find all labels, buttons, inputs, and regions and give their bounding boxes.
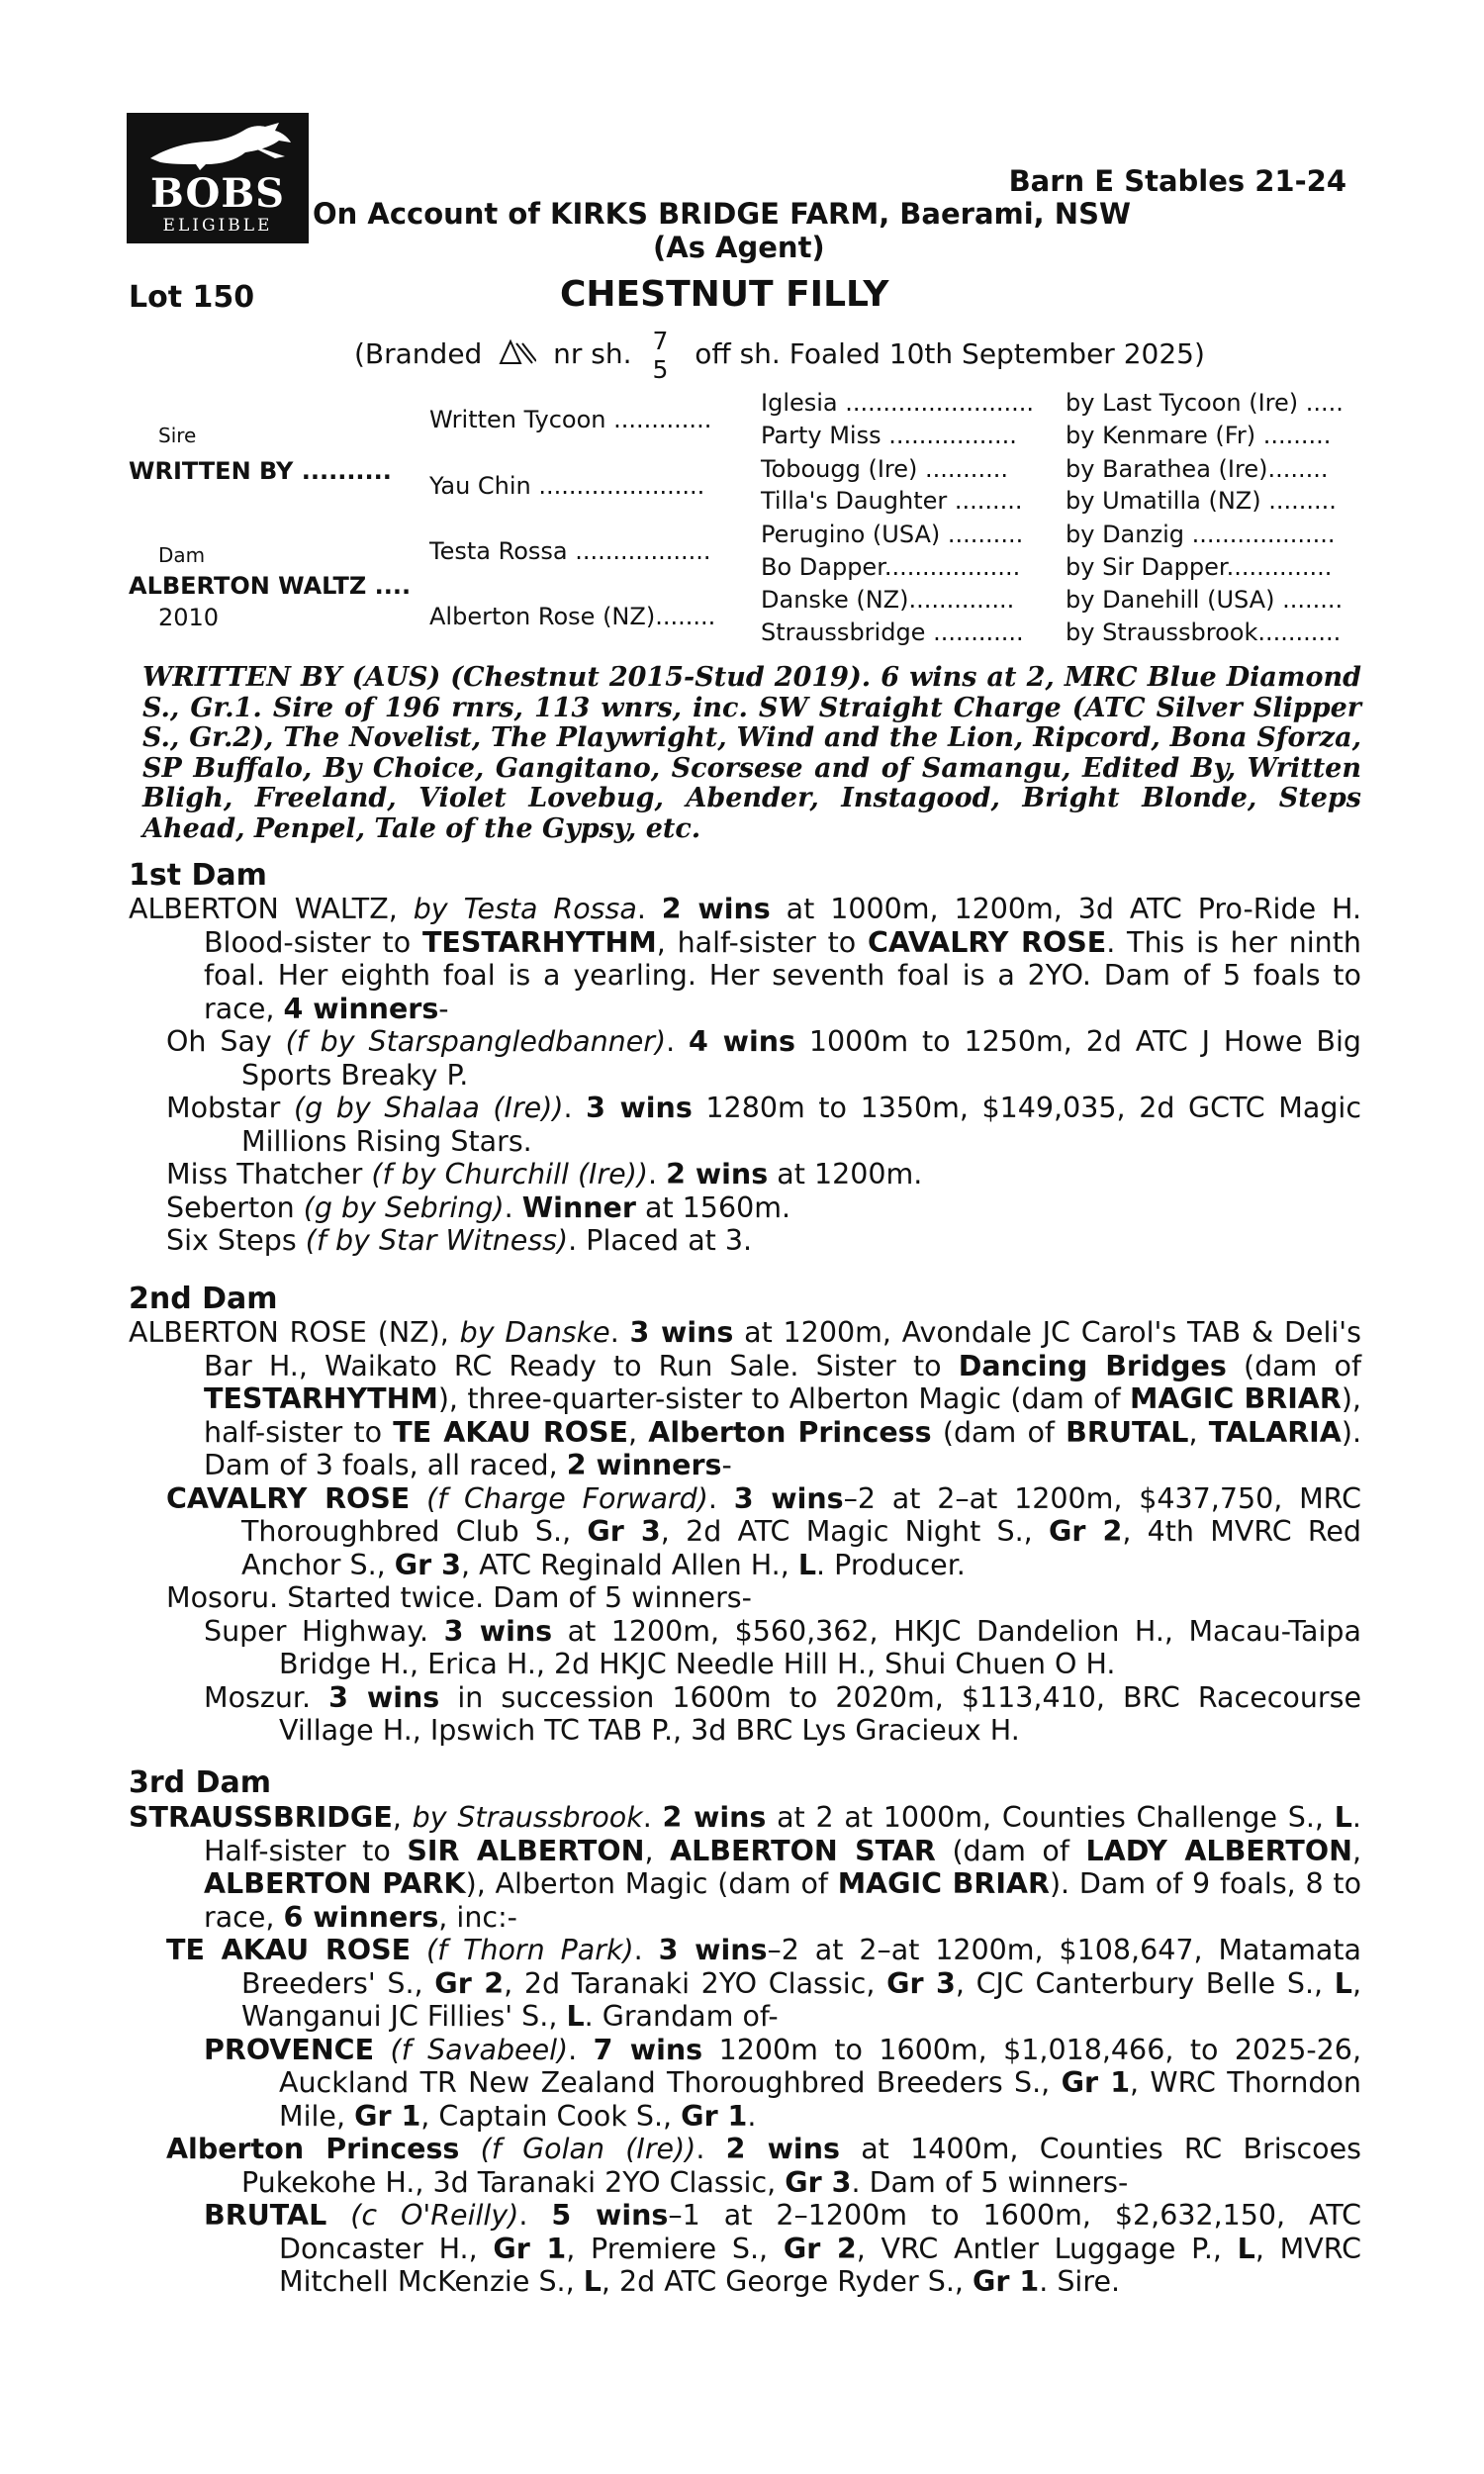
pedigree-entry (166, 1581, 1361, 1615)
bold-text: TESTARHYTHM (421, 925, 657, 959)
entry-text: . (518, 2199, 552, 2232)
sire-name: WRITTEN BY .......... (129, 457, 392, 485)
entry-text: . Dam of 5 winners- (851, 2165, 1129, 2199)
italic-text: (f by Star Witness) (305, 1224, 569, 1257)
sire-summary: WRITTEN BY (AUS) (Chestnut 2015-Stud 2019). 6 wins at 2, MRC Blue Diamond S., Gr.1. Sire of 196 rnrs, 113 wnrs, inc. SW Straight Charge (ATC Silver Slipper S., Gr.2), The Novelist, The Playwright, Wind and the Lion, Ripcord, Bona Sforza, SP Buffalo, By Choice, Gangitano, Scorsese and of Samangu, Edited By, Written Bligh, Freeland, Violet Lovebug, Abender, Instagood, Bright Blonde, Steps Ahead, Penpel, Tale of the Gypsy, etc. (142, 662, 1361, 844)
entry-text: 1280m to 1350m, $149,035, 2d GCTC Magic Millions Rising Stars. (241, 1092, 1362, 1158)
entry-text: , CJC Canterbury Belle S., (955, 1966, 1335, 2000)
pedigree-entry (129, 1316, 1361, 1482)
bold-text: Alberton Princess (166, 2133, 460, 2165)
entry-text: , Captain Cook S., (420, 2099, 682, 2133)
entry-text: ). Dam of 3 foals, all raced, (204, 1415, 1362, 1481)
bold-text: 3 wins (328, 1680, 440, 1714)
entry-text: , 2d Taranaki 2YO Classic, (504, 1966, 887, 2000)
entry-text: , (1188, 1415, 1209, 1449)
ancestor-sire-7: by Danehill (USA) ........ (1066, 586, 1344, 614)
ancestor-sire-3: by Barathea (Ire)........ (1066, 455, 1329, 483)
italic-text: (f Charge Forward) (426, 1481, 708, 1515)
entry-text: Super Highway. (204, 1614, 444, 1648)
bold-text: 3 wins (733, 1481, 844, 1515)
bold-text: LADY ALBERTON (1085, 1834, 1352, 1867)
entry-text: . (642, 1801, 663, 1834)
pedigree-entry (129, 1801, 1361, 1934)
entry-text: Six Steps (166, 1224, 306, 1257)
bold-text: 4 winners (283, 992, 439, 1025)
entry-text: ), three-quarter-sister to Alberton Magic (dam of (437, 1382, 1130, 1415)
bold-text: 3 wins (658, 1934, 768, 1966)
entry-text: at 1400m, Counties RC Briscoes Pukekohe H., 3d Taranaki 2YO Classic, (241, 2133, 1361, 2199)
entry-text: –1 at 2–1200m to 1600m, $2,632,150, ATC Doncaster H., (279, 2199, 1361, 2265)
bold-text: Gr 2 (783, 2232, 857, 2265)
barn-location: Barn E Stables 21-24 (1008, 164, 1346, 198)
ancestor-name-5: Perugino (USA) .......... (761, 521, 1024, 548)
entry-text: Seberton (166, 1190, 304, 1224)
bold-text: BRUTAL (204, 2199, 327, 2232)
bold-text: ALBERTON STAR (670, 1834, 936, 1867)
bold-text: 2 wins (725, 2133, 840, 2165)
ancestor-sire-6: by Sir Dapper.............. (1066, 553, 1333, 581)
entry-text: at 2 at 1000m, Counties Challenge S., (766, 1801, 1335, 1834)
entry-text: in succession 1600m to 2020m, $113,410, BRC Racecourse Village H., Ipswich TC TAB P., 3d BRC Lys Gracieux H. (279, 1680, 1361, 1747)
entry-text: . Sire. (1039, 2265, 1121, 2298)
bold-text: ALBERTON PARK (204, 1867, 466, 1900)
entry-text: ), half-sister to (204, 1382, 1361, 1449)
ancestor-name-3: Tobougg (Ire) ........... (761, 455, 1008, 483)
entry-text (374, 2034, 390, 2066)
entry-text: . Grandam of- (584, 2000, 779, 2033)
entry-text: . (647, 1158, 667, 1190)
entry-text: 1200m to 1600m, $1,018,466, to 2025-26, Auckland TR New Zealand Thoroughbred Breeders S., (279, 2033, 1361, 2099)
entry-text: ALBERTON WALTZ, (129, 893, 414, 925)
entry-text: , Wanganui JC Fillies' S., (241, 1966, 1361, 2033)
italic-text: (c O'Reilly) (350, 2199, 519, 2232)
entry-text: . (747, 2099, 757, 2133)
italic-text: (f by Starspangledbanner) (285, 1025, 667, 1058)
entry-text: . (609, 1316, 630, 1349)
entry-text: . (707, 1481, 734, 1515)
bold-text: 3 wins (443, 1614, 553, 1648)
entry-text: at 1200m, Avondale JC Carol's TAB & Deli's Bar H., Waikato RC Ready to Run Sale. Sister to (204, 1316, 1361, 1382)
vendor-account: On Account of KIRKS BRIDGE FARM, Baerami, NSW (313, 197, 1131, 231)
entry-text: . Half-sister to (204, 1801, 1361, 1867)
ancestor-name-8: Straussbridge ............ (761, 618, 1024, 646)
bold-text: 5 wins (551, 2199, 669, 2232)
entry-text: at 1560m. (635, 1190, 791, 1224)
entry-text: , (392, 1801, 413, 1834)
ancestor-name-2: Party Miss ................. (761, 422, 1017, 449)
pedigree-entry (166, 1224, 1361, 1258)
entry-text: . This is her ninth foal. Her eighth foal is a yearling. Her seventh foal is a 2YO. Dam of 5 foals to race, (204, 925, 1361, 1025)
bold-text: Gr 1 (354, 2099, 421, 2133)
entry-text: . (633, 1934, 659, 1966)
brand-number (652, 327, 668, 384)
bold-text: CAVALRY ROSE (868, 925, 1107, 959)
entry-text (411, 1934, 426, 1966)
entry-text: (dam of (935, 1834, 1086, 1867)
first-dam-heading: 1st Dam (129, 858, 267, 893)
brand-number-top: 7 (652, 327, 669, 355)
bold-text: 2 wins (661, 893, 771, 925)
ancestor-name-6: Bo Dapper.................. (761, 553, 1021, 581)
italic-text: (f Golan (Ire)) (480, 2133, 696, 2165)
entry-text: 1000m to 1250m, 2d ATC J Howe Big Sports Breaky P. (241, 1025, 1361, 1092)
bold-text: 7 wins (593, 2033, 703, 2066)
ancestor-name-7: Danske (NZ).............. (761, 586, 1015, 614)
entry-text: . (504, 1190, 522, 1224)
entry-text: Mobstar (166, 1092, 294, 1124)
entry-text: Mosoru. Started twice. Dam of 5 winners- (166, 1581, 752, 1614)
pedigree-entry (166, 1191, 1361, 1225)
agent-note: (As Agent) (653, 231, 825, 264)
entry-text: - (721, 1449, 732, 1481)
logo-text-main: BOBS (149, 170, 286, 217)
bold-text: 2 wins (662, 1801, 767, 1834)
ancestor-sire-8: by Straussbrook........... (1066, 618, 1342, 646)
entry-text (410, 1482, 426, 1515)
ancestor-sire-2: by Kenmare (Fr) ......... (1066, 422, 1332, 449)
italic-text: (g by Shalaa (Ire)) (293, 1092, 564, 1124)
brand-mark-icon (497, 337, 536, 374)
bobs-eligible-logo (127, 113, 309, 243)
bold-text: L (583, 2265, 602, 2298)
entry-text: , (628, 1415, 649, 1449)
pedigree-entry (166, 1158, 1361, 1191)
entry-text: . (696, 2133, 726, 2165)
entry-text: (dam of (1226, 1349, 1361, 1382)
bold-text: Alberton Princess (648, 1415, 932, 1449)
pedigree-entry (204, 1615, 1361, 1681)
bold-text: L (797, 1548, 817, 1581)
bold-text: Gr 1 (973, 2265, 1040, 2298)
bold-text: BRUTAL (1066, 1415, 1189, 1449)
entry-text: . (666, 1025, 690, 1058)
bold-text: L (566, 2000, 585, 2033)
entry-text: . Producer. (816, 1548, 966, 1581)
entry-text: Miss Thatcher (166, 1158, 372, 1190)
bold-text: 6 winners (283, 1900, 439, 1934)
second-dam-section (129, 1316, 1361, 1748)
ancestor-name-4: Tilla's Daughter ......... (761, 487, 1023, 515)
bold-text: L (1237, 2232, 1255, 2265)
first-dam-section (129, 893, 1361, 1258)
dam-year: 2010 (158, 604, 220, 631)
bold-text: Winner (521, 1190, 636, 1224)
bold-text: 2 winners (566, 1449, 722, 1481)
bold-text: Gr 1 (493, 2232, 567, 2265)
ancestor-sire-4: by Umatilla (NZ) ......... (1066, 487, 1337, 515)
bold-text: Gr 1 (681, 2099, 748, 2133)
bold-text: Gr 3 (394, 1548, 461, 1581)
bold-text: L (1334, 1966, 1352, 2000)
entry-text: , 2d ATC George Ryder S., (601, 2265, 974, 2298)
pedigree-entry (166, 1482, 1361, 1582)
bold-text: Gr 1 (1061, 2066, 1131, 2099)
entry-text: –2 at 2–at 1200m, $108,647, Matamata Breeders' S., (241, 1934, 1362, 2000)
italic-text: (g by Sebring) (303, 1190, 505, 1224)
bold-text: 4 wins (689, 1025, 795, 1058)
entry-text: , 2d ATC Magic Night S., (660, 1515, 1049, 1548)
bold-text: CAVALRY ROSE (166, 1481, 411, 1515)
sire-label: Sire (158, 424, 197, 447)
bold-text: STRAUSSBRIDGE (129, 1801, 393, 1834)
entry-text: –2 at 2–at 1200m, $437,750, MRC Thoroughbred Club S., (241, 1481, 1361, 1548)
bold-text: 3 wins (629, 1316, 734, 1349)
pedigree-entry (129, 893, 1361, 1025)
italic-text: (f Savabeel) (390, 2033, 569, 2066)
entry-text: , Premiere S., (566, 2232, 784, 2265)
branding-line (354, 327, 1205, 384)
bold-text: Gr 3 (785, 2165, 852, 2199)
pedigree-entry (166, 1092, 1361, 1158)
branding-near-side: nr sh. (553, 337, 632, 370)
bold-text: Gr 2 (1048, 1515, 1123, 1548)
branding-suffix: off sh. Foaled 10th September 2025) (695, 337, 1205, 370)
dam-dam: Alberton Rose (NZ)........ (429, 603, 716, 630)
ancestor-sire-5: by Danzig ................... (1066, 521, 1336, 548)
entry-text: , (1351, 1834, 1362, 1867)
bold-text: L (1334, 1801, 1352, 1834)
logo-text-sub: ELIGIBLE (162, 216, 273, 236)
bold-text: TALARIA (1208, 1415, 1342, 1449)
entry-text: at 1200m, $560,362, HKJC Dandelion H., Macau-Taipa Bridge H., Erica H., 2d HKJC Needle Hill H., Shui Chuen O H. (279, 1614, 1361, 1680)
italic-text: by Danske (459, 1316, 610, 1349)
ancestor-name-1: Iglesia ......................... (761, 389, 1034, 417)
pedigree-entry (204, 2034, 1361, 2134)
entry-text: . Placed at 3. (568, 1224, 753, 1257)
entry-text: ALBERTON ROSE (NZ), (129, 1316, 460, 1349)
bold-text: Dancing Bridges (958, 1349, 1227, 1382)
entry-text: Moszur. (204, 1680, 329, 1714)
bold-text: SIR ALBERTON (407, 1834, 645, 1867)
entry-text: ). Dam of 9 foals, 8 to race, (204, 1867, 1361, 1934)
bold-text: PROVENCE (204, 2033, 375, 2066)
entry-text: at 1000m, 1200m, 3d ATC Pro-Ride H. Blood-sister to (204, 893, 1362, 959)
brand-number-bottom: 5 (652, 355, 669, 384)
italic-text: by Testa Rossa (413, 893, 637, 925)
dam-label: Dam (158, 543, 206, 567)
entry-text: , VRC Antler Luggage P., (856, 2232, 1238, 2265)
third-dam-heading: 3rd Dam (129, 1765, 271, 1800)
third-dam-section (129, 1801, 1361, 2299)
italic-text: (f Thorn Park) (425, 1934, 634, 1966)
dam-sire: Testa Rossa .................. (429, 537, 711, 565)
entry-text: at 1200m. (768, 1158, 923, 1190)
italic-text: (f by Churchill (Ire)) (371, 1158, 648, 1190)
pedigree-entry (204, 1681, 1361, 1748)
bold-text: Gr 2 (434, 1966, 505, 2000)
bold-text: Gr 3 (587, 1515, 661, 1548)
pedigree-entry (166, 2133, 1361, 2199)
entry-text: , inc:- (438, 1900, 517, 1934)
bold-text: MAGIC BRIAR (1130, 1382, 1342, 1415)
lot-number: Lot 150 (129, 280, 255, 315)
second-dam-heading: 2nd Dam (129, 1282, 278, 1316)
pedigree-entry (204, 2199, 1361, 2299)
bold-text: TE AKAU ROSE (166, 1934, 412, 1966)
entry-text: . (563, 1092, 587, 1124)
entry-text (326, 2199, 350, 2232)
entry-text: , half-sister to (656, 925, 868, 959)
entry-text: , WRC Thorndon Mile, (279, 2066, 1361, 2133)
sire-dam: Yau Chin ...................... (429, 472, 705, 500)
entry-text: . (636, 893, 662, 925)
bold-text: Gr 3 (886, 1966, 956, 2000)
entry-text: (dam of (931, 1415, 1067, 1449)
pedigree-entry (166, 1934, 1361, 2034)
entry-text (459, 2133, 480, 2165)
sire-sire: Written Tycoon ............. (429, 406, 712, 433)
bold-text: TESTARHYTHM (204, 1382, 438, 1415)
ancestor-sire-1: by Last Tycoon (Ire) ..... (1066, 389, 1344, 417)
italic-text: by Straussbrook (412, 1801, 643, 1834)
entry-text: , 4th MVRC Red Anchor S., (241, 1515, 1362, 1581)
bold-text: 2 wins (666, 1158, 769, 1190)
bold-text: TE AKAU ROSE (393, 1415, 628, 1449)
entry-text: - (438, 992, 449, 1025)
bold-text: MAGIC BRIAR (837, 1867, 1050, 1900)
entry-text: , (644, 1834, 671, 1867)
pedigree-entry (166, 1025, 1361, 1092)
entry-text: , ATC Reginald Allen H., (460, 1548, 798, 1581)
entry-text: , MVRC Mitchell McKenzie S., (279, 2232, 1361, 2298)
entry-text: ), Alberton Magic (dam of (465, 1867, 838, 1900)
dam-name: ALBERTON WALTZ .... (129, 572, 412, 600)
entry-text: Oh Say (166, 1025, 286, 1058)
entry-text: . (568, 2033, 594, 2066)
bold-text: 3 wins (586, 1092, 693, 1124)
branding-prefix: (Branded (354, 337, 483, 370)
lot-title: CHESTNUT FILLY (560, 274, 889, 315)
racehorse-logo-icon (127, 113, 309, 172)
